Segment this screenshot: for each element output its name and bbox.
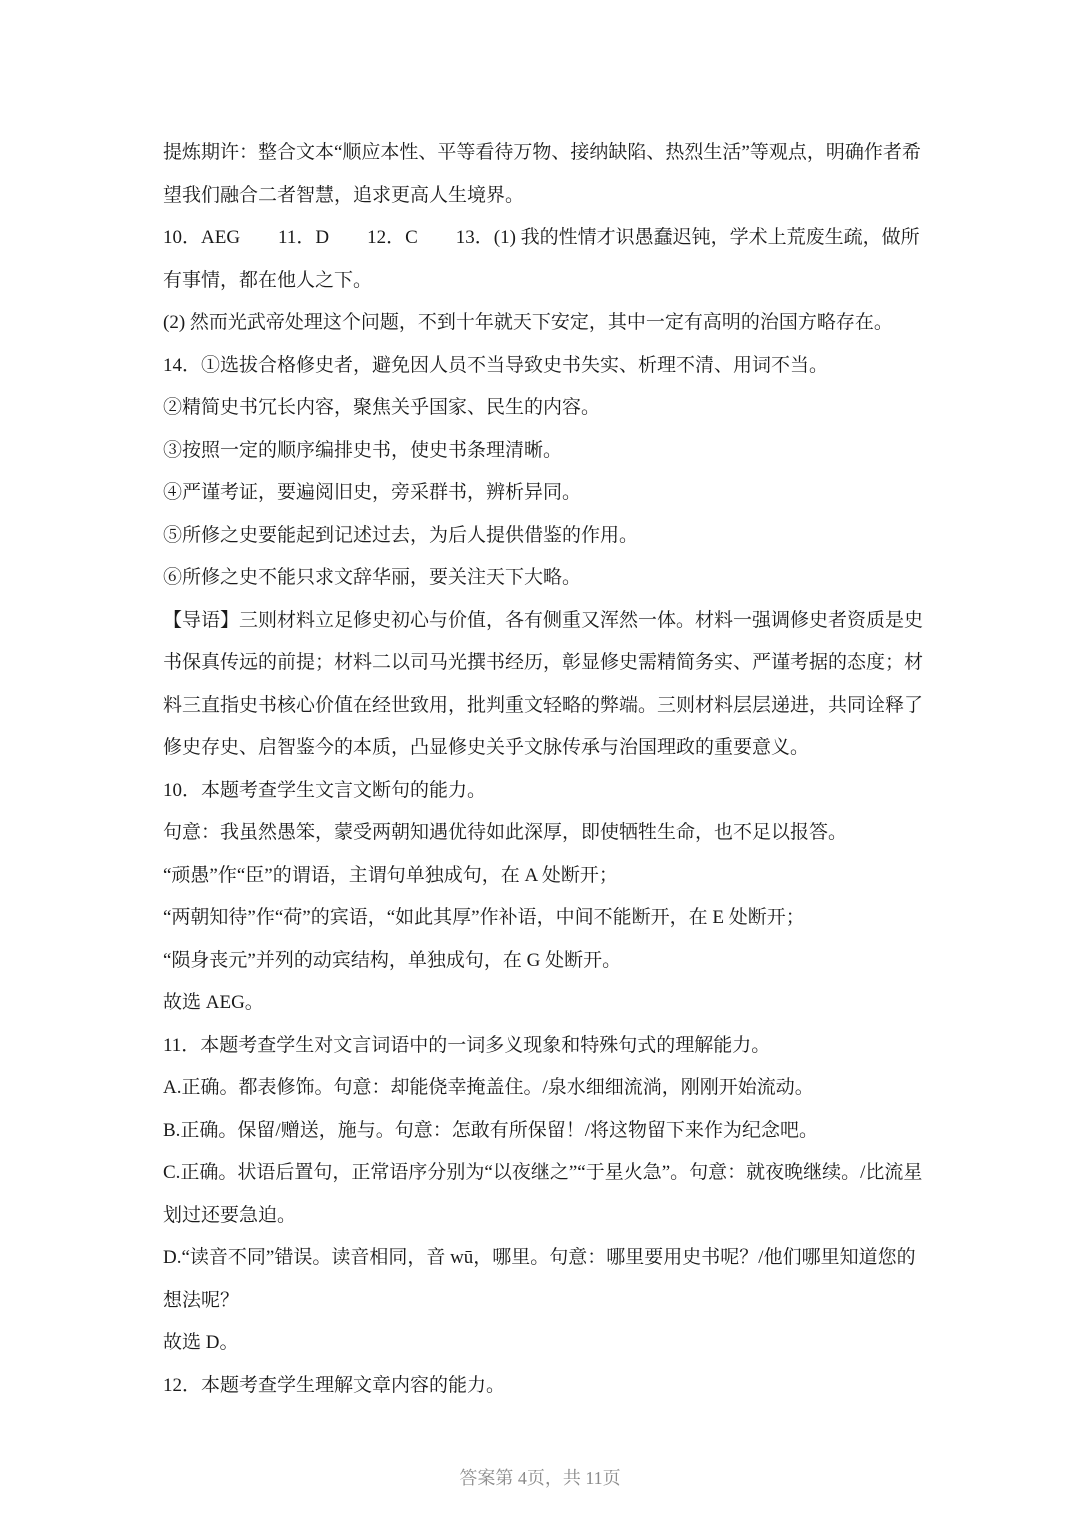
text-line: 书保真传远的前提；材料二以司马光撰书经历，彰显修史需精简务实、严谨考据的态度；材 [163, 652, 924, 673]
text-line: D.“读音不同”错误。读音相同，音 wū，哪里。句意：哪里要用史书呢？/他们哪里知道您的 [163, 1247, 916, 1268]
page-footer: 答案第 4页，共 11页 [459, 1468, 621, 1488]
text-line: ⑥所修之史不能只求文辞华丽，要关注天下大略。 [163, 567, 582, 588]
text-line: “两朝知待”作“荷”的宾语，“如此其厚”作补语，中间不能断开，在 E 处断开； [163, 907, 805, 928]
text-line: 12．本题考查学生理解文章内容的能力。 [163, 1374, 506, 1396]
text-line: 想法呢？ [163, 1289, 240, 1311]
text-line: 划过还要急迫。 [163, 1204, 297, 1226]
text-line: 11．本题考查学生对文言词语中的一词多义现象和特殊句式的理解能力。 [163, 1034, 771, 1056]
text-line: “陨身丧元”并列的动宾结构，单独成句，在 G 处断开。 [163, 949, 622, 971]
text-line: 10．AEG 11．D 12．C 13．(1) 我的性情才识愚蠢迟钝，学术上荒废生疏，做所 [163, 227, 920, 248]
text-line: 望我们融合二者智慧，追求更高人生境界。 [163, 184, 525, 206]
text-line: 有事情，都在他人之下。 [163, 269, 373, 291]
text-line: 提炼期许：整合文本“顺应本性、平等看待万物、接纳缺陷、热烈生活”等观点，明确作者希 [163, 142, 921, 163]
text-line: 料三直指史书核心价值在经世致用，批判重文轻略的弊端。三则材料层层递进，共同诠释了 [163, 694, 924, 716]
text-line: ②精简史书冗长内容，聚焦关乎国家、民生的内容。 [163, 397, 601, 418]
text-line: ③按照一定的顺序编排史书，使史书条理清晰。 [163, 439, 563, 461]
text-line: C.正确。状语后置句，正常语序分别为“以夜继之”“于星火急”。句意：就夜晚继续。/比流星 [163, 1162, 923, 1183]
text-line: B.正确。保留/赠送，施与。句意：怎敢有所保留！/将这物留下来作为纪念吧。 [163, 1119, 818, 1141]
text-line: 14．①选拔合格修史者，避免因人员不当导致史书失实、析理不清、用词不当。 [163, 354, 829, 376]
text-line: “顽愚”作“臣”的谓语，主谓句单独成句，在 A 处断开； [163, 864, 618, 886]
document-body [163, 138, 923, 1413]
text-line: 故选 D。 [163, 1332, 239, 1353]
text-line: 10．本题考查学生文言文断句的能力。 [163, 779, 487, 801]
text-line: 故选 AEG。 [163, 992, 264, 1013]
text-line: A.正确。都表修饰。句意：却能侥幸掩盖住。/泉水细细流淌，刚刚开始流动。 [163, 1077, 814, 1098]
text-line: ④严谨考证，要遍阅旧史，旁采群书，辨析异同。 [163, 482, 582, 503]
text-line: 【导语】三则材料立足修史初心与价值，各有侧重又浑然一体。材料一强调修史者资质是史 [163, 609, 924, 631]
text-line: (2) 然而光武帝处理这个问题，不到十年就天下安定，其中一定有高明的治国方略存在。 [163, 312, 893, 333]
text-line: 修史存史、启智鉴今的本质，凸显修史关乎文脉传承与治国理政的重要意义。 [163, 737, 810, 758]
text-line: 句意：我虽然愚笨，蒙受两朝知遇优待如此深厚，即使牺牲生命，也不足以报答。 [163, 822, 848, 843]
text-line: ⑤所修之史要能起到记述过去，为后人提供借鉴的作用。 [163, 524, 639, 546]
